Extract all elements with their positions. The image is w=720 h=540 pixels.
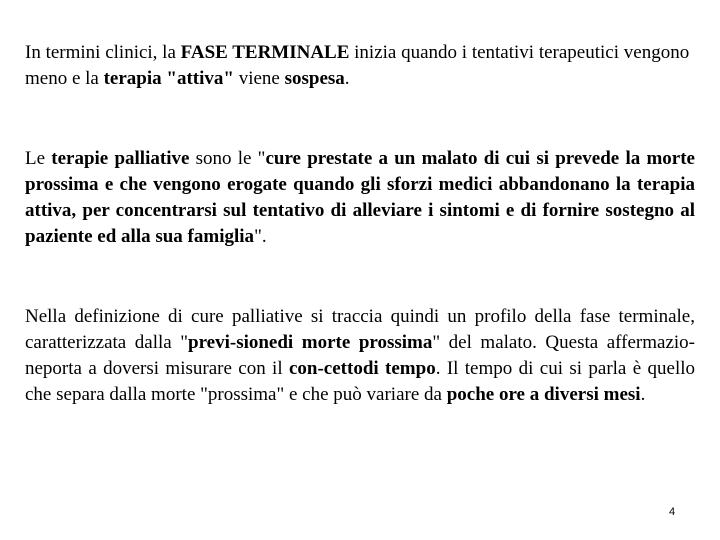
- text: In termini clinici, la: [25, 42, 181, 63]
- bold-text: sospesa: [284, 68, 345, 89]
- text: . Il tempo di cui si parla è quello che separa dalla morte "prossima" e che può variare da: [25, 358, 696, 405]
- text: .: [640, 384, 646, 405]
- text: Le: [25, 148, 52, 169]
- text: inizia quando i tentativi terapeutici vengono meno e la: [25, 42, 690, 89]
- paragraph-definizione-tempo: [25, 304, 695, 408]
- bold-text: poche ore a diversi mesi: [446, 384, 641, 405]
- bold-text: previ-sionedi morte prossima: [188, 332, 433, 353]
- bold-text: terapie palliative: [51, 148, 190, 169]
- bold-text: FASE TERMINALE: [180, 42, 350, 63]
- bold-text: terapia "attiva": [103, 68, 234, 89]
- text: sono le ": [189, 148, 266, 169]
- text: viene: [233, 68, 285, 89]
- text: .: [344, 68, 350, 89]
- page-number: 4: [668, 506, 676, 518]
- text: " del malato. Questa affermazio-neporta a doversi misurare con il: [25, 332, 695, 379]
- bold-text: con-cettodi tempo: [288, 358, 436, 379]
- text: Nella definizione di cure palliative si traccia quindi un profilo della fase terminale, caratterizzata dalla ": [25, 306, 695, 353]
- text: ".: [254, 226, 267, 247]
- paragraph-fase-terminale: [25, 40, 695, 92]
- paragraph-terapie-palliative: [25, 146, 695, 250]
- bold-text: cure prestate a un malato di cui si prevede la morte prossima e che vengono erogate quando gli sforzi medici abbandonano la terapia attiva, per concentrarsi sul tentativo di alleviare i sintomi e di fornire sostegno al paziente ed alla sua famiglia: [25, 148, 695, 247]
